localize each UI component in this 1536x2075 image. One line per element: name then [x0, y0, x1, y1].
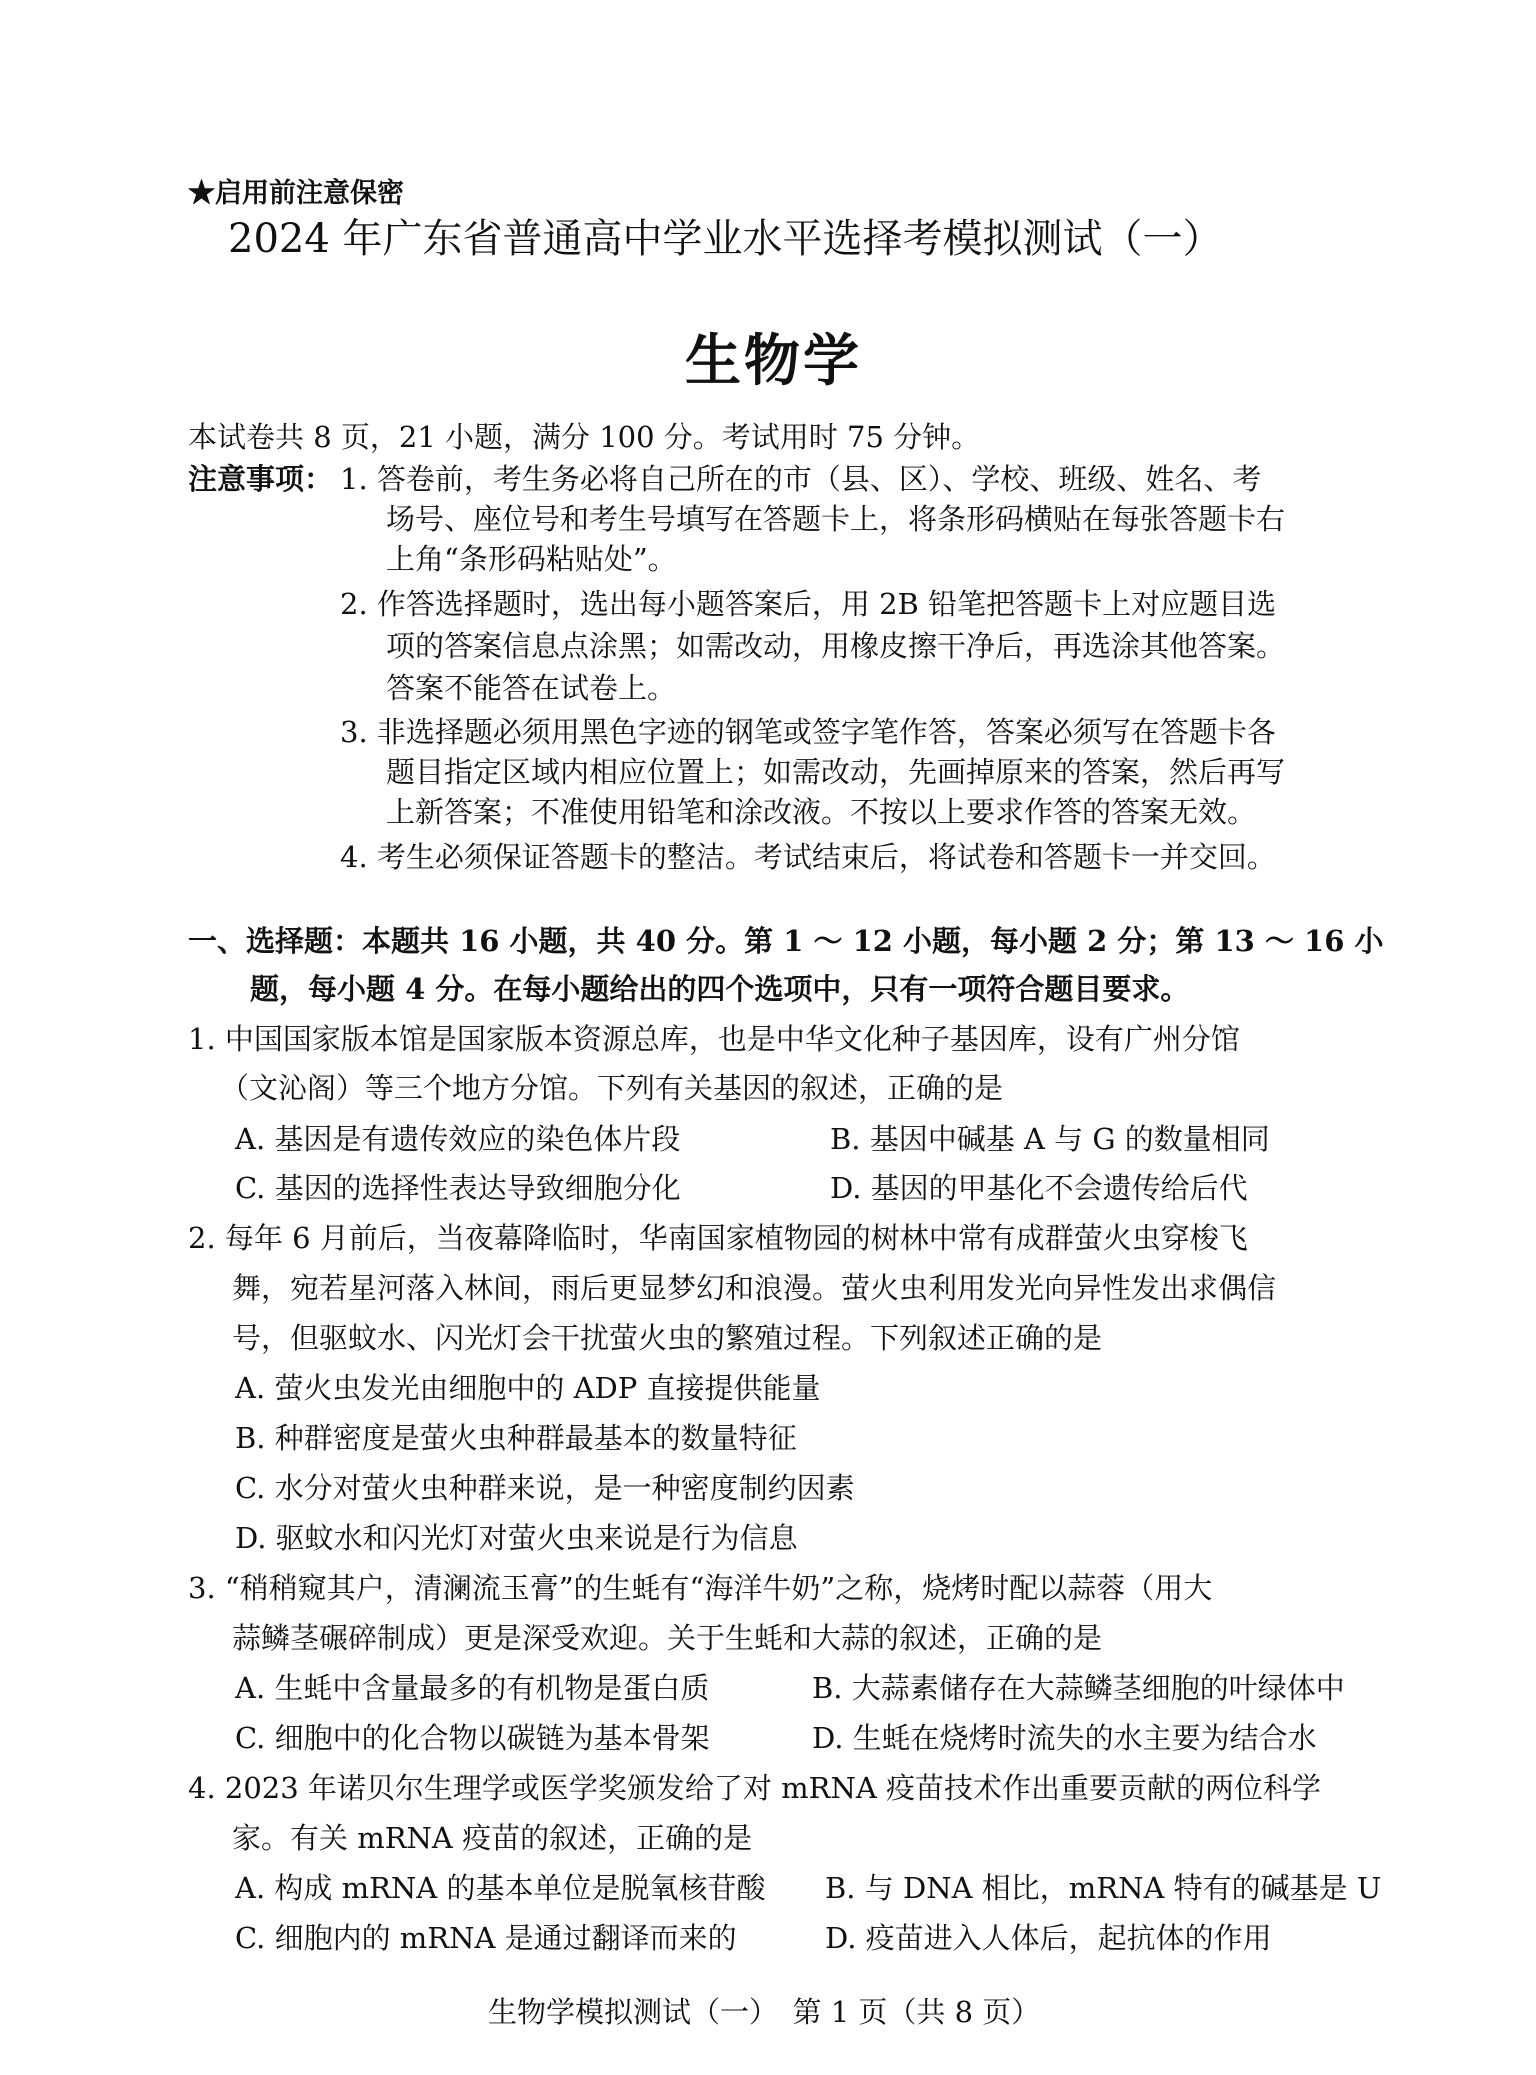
question-option: B. 与 DNA 相比，mRNA 特有的碱基是 U: [825, 1871, 1382, 1905]
notice-line: 1. 答卷前，考生务必将自己所在的市（县、区）、学校、班级、姓名、考: [340, 462, 1262, 496]
intro-text: 本试卷共 8 页，21 小题，满分 100 分。考试用时 75 分钟。: [188, 420, 981, 454]
confidential-label: ★启用前注意保密: [188, 178, 404, 209]
question-stem: 3. “稍稍窥其户，清澜流玉膏”的生蚝有“海洋牛奶”之称，烧烤时配以蒜蓉（用大: [188, 1571, 1213, 1605]
notice-line: 答案不能答在试卷上。: [386, 671, 677, 705]
page-footer: 生物学模拟测试（一） 第 1 页（共 8 页）: [488, 1995, 1041, 2029]
question-stem: 4. 2023 年诺贝尔生理学或医学奖颁发给了对 mRNA 疫苗技术作出重要贡献的两位科学: [188, 1771, 1321, 1805]
question-option: C. 水分对萤火虫种群来说，是一种密度制约因素: [235, 1471, 855, 1505]
question-option: D. 疫苗进入人体后，起抗体的作用: [825, 1921, 1272, 1955]
section-heading: 题，每小题 4 分。在每小题给出的四个选项中，只有一项符合题目要求。: [250, 972, 1190, 1006]
section-heading: 一、选择题：本题共 16 小题，共 40 分。第 1 ～ 12 小题，每小题 2 分；第 13 ～ 16 小: [188, 924, 1384, 958]
notice-line: 3. 非选择题必须用黑色字迹的钢笔或签字笔作答，答案必须写在答题卡各: [340, 715, 1276, 749]
exam-title: 2024 年广东省普通高中学业水平选择考模拟测试（一）: [228, 216, 1223, 262]
question-option: C. 细胞中的化合物以碳链为基本骨架: [235, 1721, 710, 1755]
notice-line: 题目指定区域内相应位置上；如需改动，先画掉原来的答案，然后再写: [386, 755, 1286, 789]
notice-line: 场号、座位号和考生号填写在答题卡上，将条形码横贴在每张答题卡右: [386, 502, 1286, 536]
notice-line: 2. 作答选择题时，选出每小题答案后，用 2B 铅笔把答题卡上对应题目选: [340, 587, 1277, 621]
question-stem: 2. 每年 6 月前后，当夜幕降临时，华南国家植物园的树林中常有成群萤火虫穿梭飞: [188, 1221, 1248, 1255]
question-option: A. 生蚝中含量最多的有机物是蛋白质: [235, 1671, 710, 1705]
question-stem: 家。有关 mRNA 疫苗的叙述，正确的是: [232, 1821, 753, 1855]
question-option: D. 驱蚊水和闪光灯对萤火虫来说是行为信息: [235, 1521, 798, 1555]
question-option: C. 基因的选择性表达导致细胞分化: [235, 1171, 681, 1205]
question-option: A. 构成 mRNA 的基本单位是脱氧核苷酸: [235, 1871, 766, 1905]
question-stem: 1. 中国国家版本馆是国家版本资源总库，也是中华文化种子基因库，设有广州分馆: [188, 1022, 1240, 1056]
notice-line: 项的答案信息点涂黑；如需改动，用橡皮擦干净后，再选涂其他答案。: [386, 629, 1286, 663]
question-option: C. 细胞内的 mRNA 是通过翻译而来的: [235, 1921, 737, 1955]
notice-line: 上新答案；不准使用铅笔和涂改液。不按以上要求作答的答案无效。: [386, 795, 1257, 829]
question-option: B. 大蒜素储存在大蒜鳞茎细胞的叶绿体中: [812, 1671, 1345, 1705]
notice-label: 注意事项：: [188, 462, 334, 496]
question-option: A. 萤火虫发光由细胞中的 ADP 直接提供能量: [235, 1371, 821, 1405]
notice-line: 上角“条形码粘贴处”。: [386, 542, 677, 576]
question-option: A. 基因是有遗传效应的染色体片段: [235, 1122, 681, 1156]
question-stem: 号，但驱蚊水、闪光灯会干扰萤火虫的繁殖过程。下列叙述正确的是: [232, 1321, 1103, 1355]
question-stem: 舞，宛若星河落入林间，雨后更显梦幻和浪漫。萤火虫利用发光向异性发出求偶信: [232, 1271, 1277, 1305]
question-option: B. 种群密度是萤火虫种群最基本的数量特征: [235, 1421, 797, 1455]
notice-line: 4. 考生必须保证答题卡的整洁。考试结束后，将试卷和答题卡一并交回。: [340, 840, 1276, 874]
question-stem: （文沁阁）等三个地方分馆。下列有关基因的叙述，正确的是: [220, 1071, 1004, 1105]
question-option: D. 基因的甲基化不会遗传给后代: [830, 1171, 1248, 1205]
subject-title: 生物学: [685, 328, 862, 394]
question-stem: 蒜鳞茎碾碎制成）更是深受欢迎。关于生蚝和大蒜的叙述，正确的是: [232, 1621, 1103, 1655]
question-option: B. 基因中碱基 A 与 G 的数量相同: [830, 1122, 1270, 1156]
question-option: D. 生蚝在烧烤时流失的水主要为结合水: [812, 1721, 1317, 1755]
